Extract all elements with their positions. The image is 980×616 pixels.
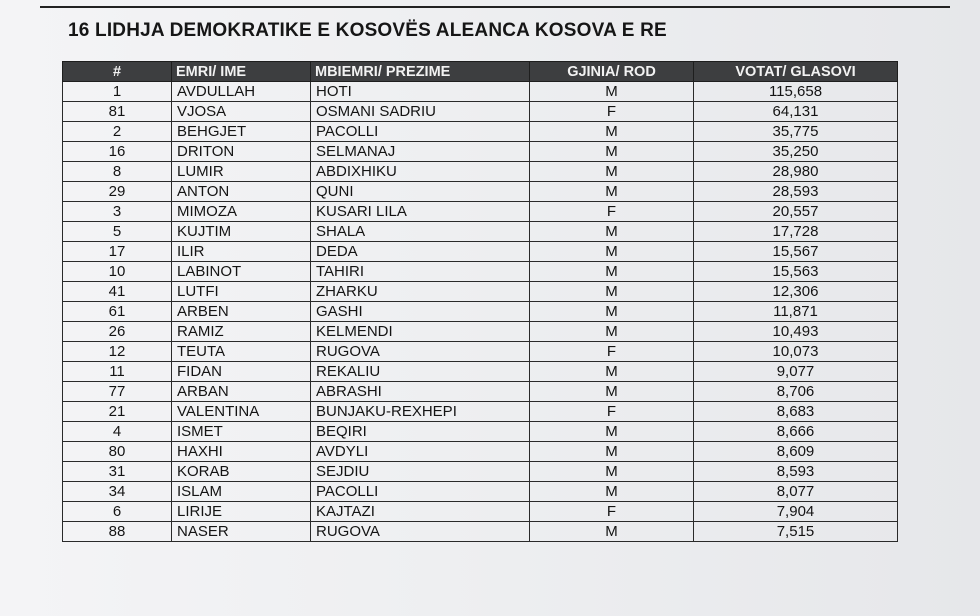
cell-first-name: ANTON	[172, 182, 311, 202]
cell-gender: M	[530, 522, 694, 542]
cell-last-name: BUNJAKU-REXHEPI	[311, 402, 530, 422]
cell-first-name: KUJTIM	[172, 222, 311, 242]
cell-first-name: VJOSA	[172, 102, 311, 122]
cell-last-name: ZHARKU	[311, 282, 530, 302]
table-row	[63, 82, 898, 102]
cell-votes: 15,567	[694, 242, 898, 262]
cell-number: 61	[63, 302, 172, 322]
cell-last-name: ABRASHI	[311, 382, 530, 402]
column-header-first-name: EMRI/ IME	[172, 62, 311, 82]
cell-votes: 64,131	[694, 102, 898, 122]
cell-last-name: BEQIRI	[311, 422, 530, 442]
table-row	[63, 342, 898, 362]
cell-number: 26	[63, 322, 172, 342]
cell-number: 88	[63, 522, 172, 542]
cell-votes: 8,077	[694, 482, 898, 502]
table-row	[63, 262, 898, 282]
cell-first-name: ARBEN	[172, 302, 311, 322]
table-row	[63, 362, 898, 382]
cell-first-name: BEHGJET	[172, 122, 311, 142]
cell-last-name: RUGOVA	[311, 342, 530, 362]
cell-gender: M	[530, 182, 694, 202]
table-row	[63, 382, 898, 402]
table-row	[63, 102, 898, 122]
cell-number: 16	[63, 142, 172, 162]
cell-votes: 12,306	[694, 282, 898, 302]
column-header-gender: GJINIA/ ROD	[530, 62, 694, 82]
table-row	[63, 222, 898, 242]
cell-last-name: TAHIRI	[311, 262, 530, 282]
cell-first-name: LUMIR	[172, 162, 311, 182]
table-row	[63, 182, 898, 202]
cell-number: 6	[63, 502, 172, 522]
cell-gender: M	[530, 282, 694, 302]
cell-number: 2	[63, 122, 172, 142]
cell-number: 5	[63, 222, 172, 242]
cell-gender: M	[530, 82, 694, 102]
table-row	[63, 142, 898, 162]
cell-votes: 8,706	[694, 382, 898, 402]
cell-votes: 10,073	[694, 342, 898, 362]
cell-number: 80	[63, 442, 172, 462]
cell-first-name: HAXHI	[172, 442, 311, 462]
cell-number: 77	[63, 382, 172, 402]
cell-votes: 28,980	[694, 162, 898, 182]
cell-gender: M	[530, 162, 694, 182]
table-body	[63, 82, 898, 542]
cell-last-name: ABDIXHIKU	[311, 162, 530, 182]
cell-votes: 17,728	[694, 222, 898, 242]
cell-gender: F	[530, 202, 694, 222]
cell-gender: M	[530, 422, 694, 442]
cell-first-name: NASER	[172, 522, 311, 542]
cell-number: 11	[63, 362, 172, 382]
cell-gender: M	[530, 302, 694, 322]
cell-gender: M	[530, 362, 694, 382]
cell-number: 31	[63, 462, 172, 482]
cell-last-name: KELMENDI	[311, 322, 530, 342]
cell-number: 4	[63, 422, 172, 442]
cell-gender: M	[530, 262, 694, 282]
cell-gender: M	[530, 442, 694, 462]
cell-gender: M	[530, 122, 694, 142]
cell-number: 1	[63, 82, 172, 102]
cell-gender: F	[530, 342, 694, 362]
cell-last-name: SHALA	[311, 222, 530, 242]
cell-first-name: DRITON	[172, 142, 311, 162]
cell-number: 10	[63, 262, 172, 282]
cell-first-name: KORAB	[172, 462, 311, 482]
cell-votes: 10,493	[694, 322, 898, 342]
table-row	[63, 242, 898, 262]
previous-table-edge	[40, 0, 950, 8]
cell-first-name: LABINOT	[172, 262, 311, 282]
cell-gender: M	[530, 382, 694, 402]
cell-first-name: TEUTA	[172, 342, 311, 362]
cell-first-name: LIRIJE	[172, 502, 311, 522]
table-row	[63, 122, 898, 142]
page-title: 16 LIDHJA DEMOKRATIKE E KOSOVËS ALEANCA KOSOVA E RE	[68, 20, 667, 41]
cell-first-name: RAMIZ	[172, 322, 311, 342]
cell-last-name: OSMANI SADRIU	[311, 102, 530, 122]
cell-votes: 20,557	[694, 202, 898, 222]
table-header-row	[63, 62, 898, 82]
column-header-votes: VOTAT/ GLASOVI	[694, 62, 898, 82]
table-row	[63, 202, 898, 222]
cell-gender: M	[530, 222, 694, 242]
cell-votes: 11,871	[694, 302, 898, 322]
cell-number: 81	[63, 102, 172, 122]
cell-gender: M	[530, 482, 694, 502]
cell-first-name: FIDAN	[172, 362, 311, 382]
table-row	[63, 442, 898, 462]
cell-gender: F	[530, 402, 694, 422]
cell-last-name: GASHI	[311, 302, 530, 322]
cell-last-name: QUNI	[311, 182, 530, 202]
cell-last-name: KAJTAZI	[311, 502, 530, 522]
table-row	[63, 282, 898, 302]
cell-number: 34	[63, 482, 172, 502]
cell-first-name: ILIR	[172, 242, 311, 262]
cell-last-name: HOTI	[311, 82, 530, 102]
cell-first-name: ISMET	[172, 422, 311, 442]
cell-gender: F	[530, 502, 694, 522]
cell-first-name: LUTFI	[172, 282, 311, 302]
cell-votes: 35,775	[694, 122, 898, 142]
cell-votes: 15,563	[694, 262, 898, 282]
cell-votes: 9,077	[694, 362, 898, 382]
cell-last-name: AVDYLI	[311, 442, 530, 462]
cell-last-name: KUSARI LILA	[311, 202, 530, 222]
cell-last-name: PACOLLI	[311, 482, 530, 502]
table-row	[63, 162, 898, 182]
cell-votes: 8,683	[694, 402, 898, 422]
cell-gender: F	[530, 102, 694, 122]
cell-votes: 115,658	[694, 82, 898, 102]
table-row	[63, 402, 898, 422]
cell-number: 17	[63, 242, 172, 262]
table-row	[63, 482, 898, 502]
column-header-last-name: MBIEMRI/ PREZIME	[311, 62, 530, 82]
cell-last-name: DEDA	[311, 242, 530, 262]
cell-number: 29	[63, 182, 172, 202]
cell-first-name: VALENTINA	[172, 402, 311, 422]
cell-last-name: PACOLLI	[311, 122, 530, 142]
table-row	[63, 302, 898, 322]
cell-gender: M	[530, 142, 694, 162]
cell-last-name: REKALIU	[311, 362, 530, 382]
table-row	[63, 462, 898, 482]
cell-first-name: MIMOZA	[172, 202, 311, 222]
cell-first-name: AVDULLAH	[172, 82, 311, 102]
cell-gender: M	[530, 462, 694, 482]
cell-votes: 8,609	[694, 442, 898, 462]
cell-votes: 28,593	[694, 182, 898, 202]
table-row	[63, 522, 898, 542]
cell-number: 12	[63, 342, 172, 362]
cell-last-name: RUGOVA	[311, 522, 530, 542]
cell-first-name: ARBAN	[172, 382, 311, 402]
cell-gender: M	[530, 322, 694, 342]
cell-gender: M	[530, 242, 694, 262]
cell-votes: 8,666	[694, 422, 898, 442]
cell-votes: 7,515	[694, 522, 898, 542]
candidate-votes-table	[62, 61, 898, 542]
cell-number: 21	[63, 402, 172, 422]
cell-last-name: SELMANAJ	[311, 142, 530, 162]
cell-first-name: ISLAM	[172, 482, 311, 502]
cell-last-name: SEJDIU	[311, 462, 530, 482]
cell-number: 41	[63, 282, 172, 302]
cell-votes: 7,904	[694, 502, 898, 522]
table-row	[63, 422, 898, 442]
column-header-number: #	[63, 62, 172, 82]
cell-votes: 8,593	[694, 462, 898, 482]
table-row	[63, 502, 898, 522]
cell-votes: 35,250	[694, 142, 898, 162]
cell-number: 3	[63, 202, 172, 222]
cell-number: 8	[63, 162, 172, 182]
table-row	[63, 322, 898, 342]
